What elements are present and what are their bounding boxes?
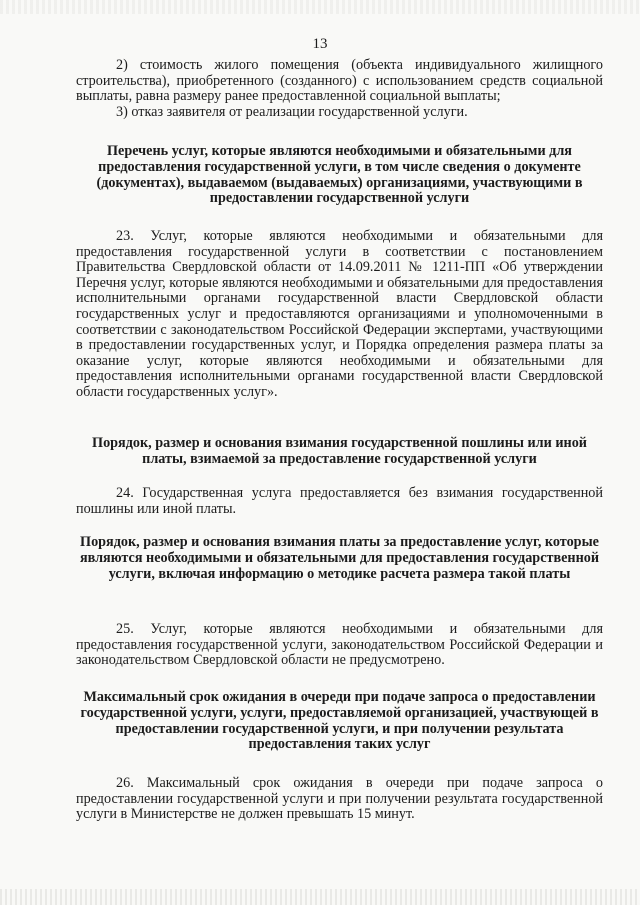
list-item-3: 3) отказ заявителя от реализации государственной услуги.	[116, 104, 468, 120]
section-heading-services-list: Перечень услуг, которые являются необходимыми и обязательными для предоставления государственной услуги, в том числе сведения о документе (документах), выдаваемом (выдаваемых) организациями, участвующими в предоставлении государственной услуги	[96, 143, 583, 207]
paragraph-24: 24. Государственная услуга предоставляется без взимания государственной пошлины или иной платы.	[76, 485, 603, 517]
paragraph-23: 23. Услуг, которые являются необходимыми и обязательными для предоставления государственной услуги в соответствии с постановлением Правительства Свердловской области от 14.09.2011 № 1211-ПП «Об утверждении Перечня услуг, которые являются необходимыми и обязательными для предоставления исполнительными органами государственной власти Свердловской области государственных услуг и предоставляются организациями и уполномоченными в соответствии с законодательством Российской Федерации экспертами, участвующими в предоставлении государственных услуг, и Порядка определения размера платы за оказание услуг, которые являются необходимыми и обязательными для предоставления исполнительными органами государственной власти Свердловской области государственных услуг».	[76, 228, 603, 400]
paragraph-26: 26. Максимальный срок ожидания в очереди при подаче запроса о предоставлении государственной услуги и при получении результата государственной услуги в Министерстве не должен превышать 15 минут.	[76, 775, 603, 823]
page-number: 13	[312, 36, 328, 52]
scan-edge-bottom	[0, 889, 640, 905]
paragraph-25: 25. Услуг, которые являются необходимыми и обязательными для предоставления государственной услуги, законодательством Российской Федерации и законодательством Свердловской области не предусмотрено.	[76, 621, 603, 669]
list-item-2: 2) стоимость жилого помещения (объекта индивидуального жилищного строительства), приобретенного (созданного) с использованием средств социальной выплаты, равна размеру ранее предоставленной социальной выплаты;	[76, 57, 603, 105]
section-heading-queue-time: Максимальный срок ожидания в очереди при подаче запроса о предоставлении государственной услуги, услуги, предоставляемой организацией, участвующей в предоставлении государственной услуги, и при получении результата предоставления таких услуг	[80, 689, 599, 753]
section-heading-payment-order: Порядок, размер и основания взимания платы за предоставление услуг, которые являются необходимыми и обязательными для предоставления государственной услуги, включая информацию о методике расчета размера такой платы	[79, 534, 600, 582]
scan-edge-top	[0, 0, 640, 14]
section-heading-state-fee: Порядок, размер и основания взимания государственной пошлины или иной платы, взимаемой за предоставление государственной услуги	[92, 435, 587, 467]
